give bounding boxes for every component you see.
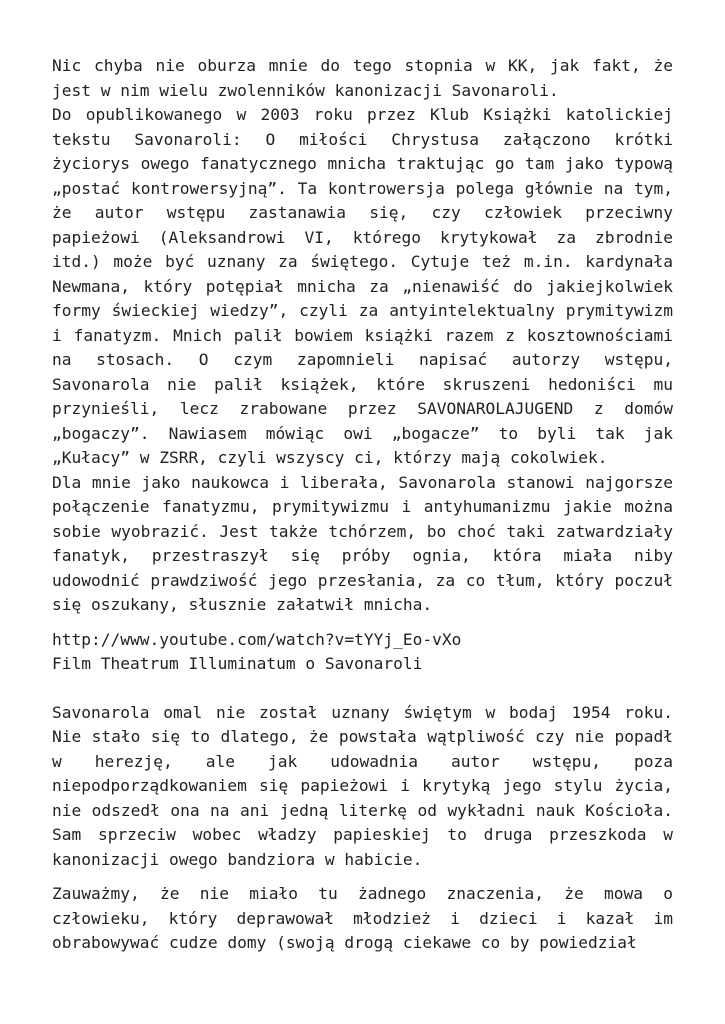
document-body xyxy=(52,54,673,956)
film-block xyxy=(52,628,673,677)
paragraph-opinion: Dla mnie jako naukowca i liberała, Savonarola stanowi najgorsze połączenie fanatyzmu, prymitywizmu i antyhumanizmu jakie można sobie wyobrazić. Jest także tchórzem, bo choć taki zatwardziały fanatyk, przestraszył się próby ognia, która miała niby udowodnić prawdziwość jego przesłania, za co tłum, który poczuł się oszukany, słusznie załatwił mnicha. xyxy=(52,472,673,614)
paragraph-klub-ksiazki: Do opublikowanego w 2003 roku przez Klub Książki katolickiej tekstu Savonaroli: O miłości Chrystusa załączono krótki życiorys owego fanatycznego mnicha traktując go tam jako typową „postać kontrowersyjną”. Ta kontrowersja polega głównie na tym, że autor wstępu zastanawia się, czy człowiek przeciwny papieżowi (Aleksandrowi VI, którego krytykował za zbrodnie itd.) może być uznany za świętego. Cytuje też m.in. kardynała Newmana, który potępiał mnicha za „nienawiść do jakiejkolwiek formy świeckiej wiedzy”, czyli za antyintelektualny prymitywizm i fanatyzm. Mnich palił bowiem książki razem z kosztownościami na stosach. O czym zapomnieli napisać autorzy wstępu, Savonarola nie palił książek, które skruszeni hedoniści mu przynieśli, lecz zrabowane przez SAVONAROLAJUGEND z domów „bogaczy”. Nawiasem mówiąc owi „bogacze” to byli tak jak „Kułacy” w ZSRR, czyli wszyscy ci, którzy mają cokolwiek. xyxy=(52,105,673,467)
paragraph-intro: Nic chyba nie oburza mnie do tego stopnia w KK, jak fakt, że jest w nim wielu zwolenników kanonizacji Savonaroli. xyxy=(52,56,673,100)
paragraph-canonization: Savonarola omal nie został uznany świętym w bodaj 1954 roku. Nie stało się to dlatego, że powstała wątpliwość czy nie popadł w herezję, ale jak udowadnia autor wstępu, poza niepodporządkowaniem się papieżowi i krytyką jego stylu życia, nie odszedł ona na ani jedną literkę od wykładni nauk Kościoła. Sam sprzeciw wobec władzy papieskiej to druga przeszkoda w kanonizacji owego bandziora w habicie. xyxy=(52,702,673,869)
paragraph-last: Zauważmy, że nie miało tu żadnego znaczenia, że mowa o człowieku, który deprawował młodzież i dzieci i kazał im obrabowywać cudze domy (swoją drogą ciekawe co by powiedział xyxy=(52,884,673,952)
film-caption: Film Theatrum Illuminatum o Savonaroli xyxy=(52,654,423,673)
youtube-link[interactable]: http://www.youtube.com/watch?v=tYYj_Eo-vXo xyxy=(52,629,462,649)
